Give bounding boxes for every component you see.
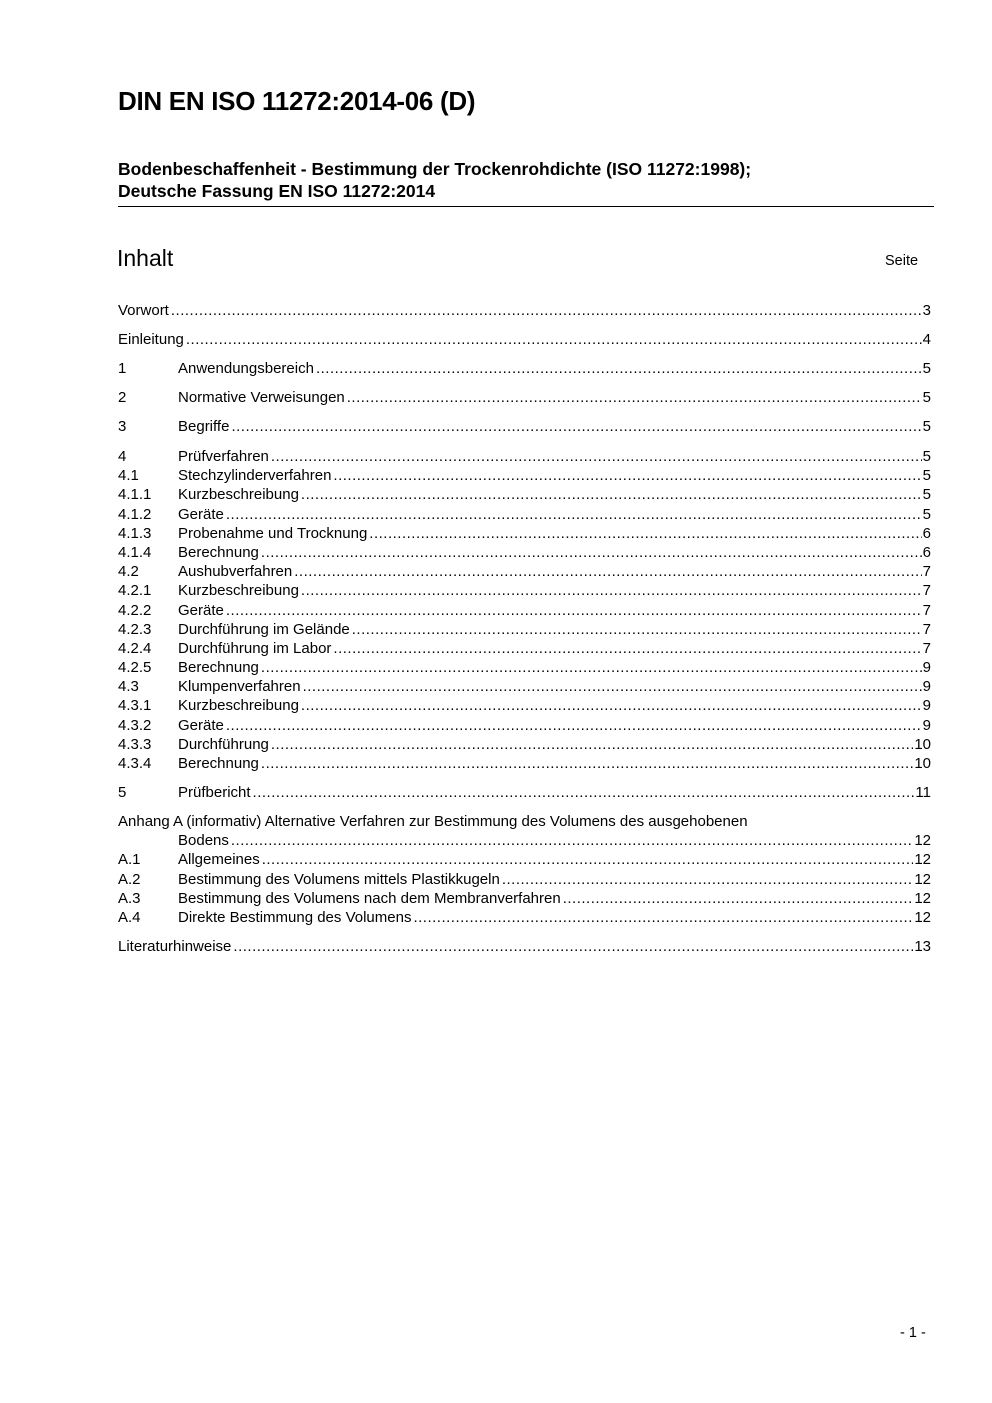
toc-entry-number: A.4 (118, 908, 141, 926)
toc-entry-title: Aushubverfahren (178, 563, 293, 581)
dot-leader (262, 850, 914, 869)
dot-leader (301, 696, 922, 715)
toc-entry-number: 4.3.2 (118, 716, 152, 734)
toc-entry-title: Berechnung (178, 755, 259, 772)
subtitle-line-1: Bodenbeschaffenheit - Bestimmung der Trockenrohdichte (ISO 11272:1998); (118, 159, 752, 179)
dot-leader (301, 581, 922, 600)
toc-entry-page: 5 (922, 505, 931, 523)
toc-entry-number: 4.2.2 (118, 601, 152, 619)
dot-leader (316, 359, 922, 378)
page-number: - 1 - (900, 1325, 926, 1341)
dot-leader (233, 937, 913, 956)
toc-entry-title: Probenahme und Trocknung (178, 524, 368, 542)
toc-entry-title: Durchführung (178, 735, 269, 753)
dot-leader (226, 716, 922, 735)
toc-entry-page: 10 (914, 735, 931, 753)
toc-entry-number: 4.2.5 (118, 659, 152, 677)
toc-annex-a-continuation[interactable] (118, 831, 931, 850)
toc-entry-bibliography[interactable] (118, 937, 931, 956)
toc-entry-number: 4.2.3 (118, 620, 152, 638)
toc-entry-2[interactable] (118, 388, 931, 417)
toc-entry-title: Geräte (178, 716, 224, 734)
toc-entry-title: Klumpenverfahren (178, 678, 301, 696)
toc-entry-page: 7 (922, 639, 931, 657)
toc-entry-title: Prüfbericht (178, 784, 251, 801)
dot-leader (333, 466, 921, 485)
toc-entry-number: 1 (118, 360, 127, 377)
toc-entry-1[interactable] (118, 359, 931, 388)
toc-entry-title: Kurzbeschreibung (178, 582, 299, 600)
dot-leader (413, 908, 913, 927)
toc-entry-number: 2 (118, 389, 127, 406)
toc-entry-title: Einleitung (118, 331, 184, 348)
toc-entry-number: 4.3.3 (118, 735, 152, 753)
toc-entry-page: 6 (922, 543, 931, 561)
toc-entry-page: 9 (922, 697, 931, 715)
document-subtitle (118, 158, 751, 202)
header-rule (118, 206, 934, 207)
table-of-contents (118, 301, 931, 956)
toc-entry-page: 7 (922, 563, 931, 581)
toc-entry-page: 5 (922, 448, 931, 465)
toc-entry-4[interactable] (118, 447, 931, 466)
toc-entry-number: 4.2 (118, 563, 139, 581)
toc-entry-number: A.2 (118, 870, 141, 888)
toc-entry-number: 4.3 (118, 678, 139, 696)
toc-entry-title: Bestimmung des Volumens nach dem Membranverfahren (178, 889, 561, 907)
dot-leader (253, 783, 915, 802)
toc-entry-page: 5 (922, 467, 931, 485)
toc-entry-page: 12 (914, 851, 931, 869)
toc-entry-a-4[interactable] (118, 908, 931, 937)
toc-entry-number: A.3 (118, 889, 141, 907)
dot-leader (271, 735, 913, 754)
toc-entry-number: A.1 (118, 851, 141, 869)
toc-entry-4-2-5[interactable] (118, 658, 931, 677)
toc-entry-4-3-3[interactable] (118, 735, 931, 754)
toc-entry-title: Durchführung im Gelände (178, 620, 350, 638)
toc-entry-number: 4 (118, 448, 127, 465)
toc-entry-4-3-4[interactable] (118, 754, 931, 783)
toc-entry-page: 5 (922, 360, 931, 377)
toc-entry-4-3[interactable] (118, 677, 931, 696)
toc-entry-number: 4.1.1 (118, 486, 152, 504)
document-id: DIN EN ISO 11272:2014-06 (D) (118, 86, 476, 116)
toc-entry-4-1-3[interactable] (118, 524, 931, 543)
toc-entry-title: Berechnung (178, 659, 259, 677)
toc-entry-page: 9 (922, 678, 931, 696)
toc-entry-page: 9 (922, 716, 931, 734)
toc-entry-title: Stechzylinderverfahren (178, 467, 332, 485)
toc-entry-page: 10 (914, 755, 931, 772)
dot-leader (294, 562, 921, 581)
toc-entry-page: 5 (922, 486, 931, 504)
dot-leader (231, 417, 921, 436)
toc-annex-a-heading[interactable]: Anhang A (informativ) Alternative Verfahren zur Bestimmung des Volumens des ausgehobenen (118, 813, 748, 830)
toc-entry-a-2[interactable] (118, 870, 931, 889)
toc-entry-title: Normative Verweisungen (178, 389, 345, 406)
toc-entry-4-1-1[interactable] (118, 485, 931, 504)
toc-entry-page: 5 (922, 418, 931, 435)
toc-entry-page: 12 (914, 870, 931, 888)
toc-entry-number: 4.2.4 (118, 639, 152, 657)
toc-entry-page: 12 (914, 832, 931, 850)
toc-entry-a-3[interactable] (118, 889, 931, 908)
toc-entry-number: 4.1.4 (118, 543, 152, 561)
toc-entry-number: 4.1.3 (118, 524, 152, 542)
toc-entry-5[interactable] (118, 783, 931, 812)
dot-leader (231, 831, 913, 850)
toc-entry-title: Begriffe (178, 418, 230, 435)
toc-entry-page: 5 (922, 389, 931, 406)
dot-leader (261, 543, 922, 562)
toc-entry-title: Bodens (178, 832, 229, 850)
toc-entry-number: 4.3.4 (118, 755, 152, 772)
toc-entry-4-2-3[interactable] (118, 620, 931, 639)
page-column-label: Seite (885, 253, 919, 269)
dot-leader (186, 330, 922, 349)
toc-entry-4-2-1[interactable] (118, 581, 931, 600)
dot-leader (303, 677, 922, 696)
toc-heading: Inhalt (117, 245, 174, 271)
toc-entry-title: Geräte (178, 601, 224, 619)
dot-leader (271, 447, 922, 466)
dot-leader (369, 524, 921, 543)
toc-entry-number: 5 (118, 784, 127, 801)
toc-entry-page: 11 (915, 784, 931, 801)
dot-leader (352, 620, 922, 639)
toc-entry-4-3-2[interactable] (118, 716, 931, 735)
toc-entry-4-2[interactable] (118, 562, 931, 581)
toc-entry-title: Prüfverfahren (178, 448, 269, 465)
toc-entry-4-1-4[interactable] (118, 543, 931, 562)
toc-entry-a-1[interactable] (118, 850, 931, 869)
dot-leader (333, 639, 921, 658)
subtitle-line-2: Deutsche Fassung EN ISO 11272:2014 (118, 181, 436, 201)
toc-entry-title: Geräte (178, 505, 224, 523)
dot-leader (347, 388, 922, 407)
toc-entry-title: Literaturhinweise (118, 937, 232, 955)
toc-entry-number: 4.1 (118, 467, 139, 485)
toc-entry-4-2-4[interactable] (118, 639, 931, 658)
dot-leader (563, 889, 914, 908)
toc-entry-4-2-2[interactable] (118, 601, 931, 620)
toc-entry-3[interactable] (118, 417, 931, 446)
toc-entry-4-1-2[interactable] (118, 505, 931, 524)
dot-leader (226, 601, 922, 620)
toc-entry-title: Bestimmung des Volumens mittels Plastikkugeln (178, 870, 500, 888)
toc-entry-page: 4 (922, 331, 931, 348)
toc-entry-page: 9 (922, 659, 931, 677)
toc-entry-title: Berechnung (178, 543, 259, 561)
toc-entry-title: Vorwort (118, 302, 169, 319)
toc-entry-title: Kurzbeschreibung (178, 486, 299, 504)
dot-leader (171, 301, 922, 320)
toc-entry-page: 7 (922, 582, 931, 600)
dot-leader (301, 485, 922, 504)
toc-entry-page: 6 (922, 524, 931, 542)
toc-entry-title: Kurzbeschreibung (178, 697, 299, 715)
toc-entry-page: 12 (914, 908, 931, 926)
toc-entry-page: 7 (922, 601, 931, 619)
toc-entry-number: 4.2.1 (118, 582, 152, 600)
dot-leader (261, 658, 922, 677)
toc-entry-page: 12 (914, 889, 931, 907)
toc-entry-number: 4.1.2 (118, 505, 152, 523)
dot-leader (502, 870, 914, 889)
dot-leader (226, 505, 922, 524)
dot-leader (261, 754, 913, 773)
toc-entry-vorwort[interactable] (118, 301, 931, 330)
toc-entry-page: 13 (914, 937, 931, 955)
toc-entry-4-3-1[interactable] (118, 696, 931, 715)
toc-entry-4-1[interactable] (118, 466, 931, 485)
toc-entry-title: Direkte Bestimmung des Volumens (178, 908, 412, 926)
toc-entry-title: Durchführung im Labor (178, 639, 332, 657)
toc-entry-einleitung[interactable] (118, 330, 931, 359)
toc-entry-title: Anwendungsbereich (178, 360, 314, 377)
toc-entry-number: 3 (118, 418, 127, 435)
toc-entry-number: 4.3.1 (118, 697, 152, 715)
toc-entry-page: 7 (922, 620, 931, 638)
toc-entry-title: Allgemeines (178, 851, 260, 869)
toc-entry-page: 3 (922, 302, 931, 319)
